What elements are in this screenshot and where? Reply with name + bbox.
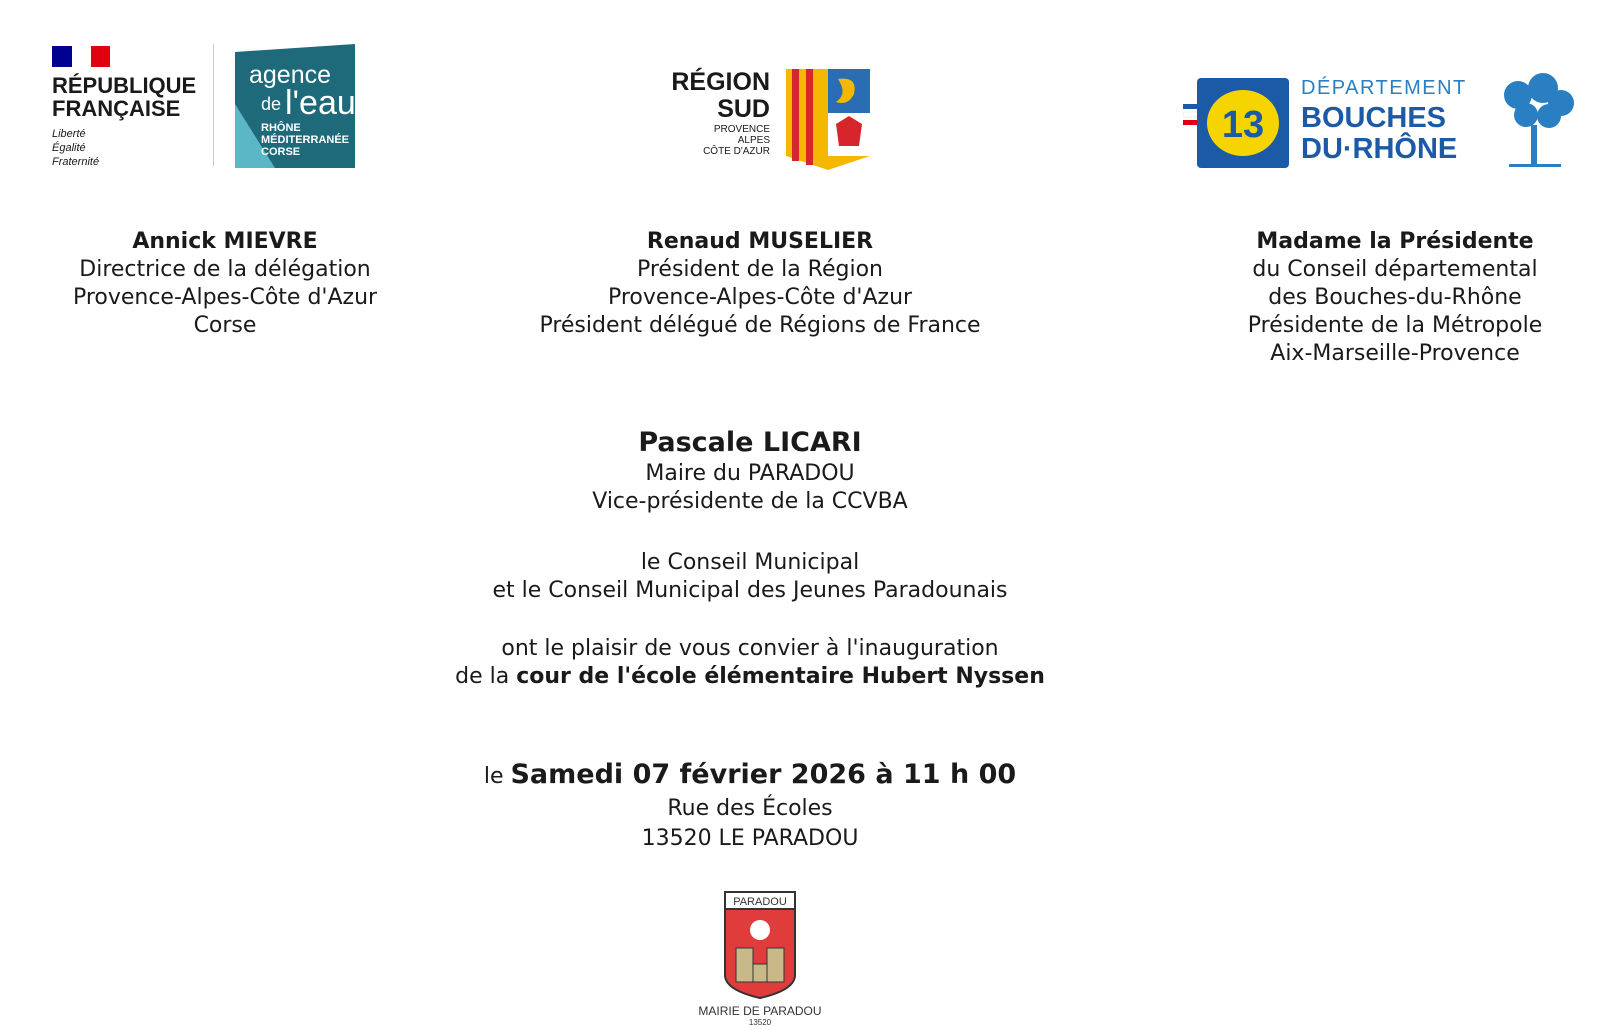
signatory-region <box>520 228 1000 340</box>
signatory-agence <box>30 228 420 340</box>
agence-sub-2: MÉDITERRANÉE <box>261 134 350 146</box>
republique-motto-1: Liberté <box>52 128 86 140</box>
event-block <box>430 758 1070 854</box>
region-sub-2: ALPES <box>737 135 770 146</box>
republique-motto-3: Fraternité <box>52 156 100 168</box>
agence-line3: l'eau <box>285 84 355 122</box>
council-line: le Conseil Municipal <box>640 550 860 575</box>
invitation-line2 <box>380 663 1120 691</box>
logo-divider <box>213 44 214 166</box>
signatory-title-line: Présidente de la Métropole <box>1247 313 1543 338</box>
host-title: Maire du PARADOU <box>645 461 855 486</box>
logo-mairie-paradou <box>680 890 840 1026</box>
host-name: Pascale LICARI <box>638 427 862 458</box>
signatory-name: Renaud MUSELIER <box>646 229 874 254</box>
signatory-title-line: Provence-Alpes-Côte d'Azur <box>607 285 913 310</box>
agence-sub-3: CORSE <box>261 146 301 158</box>
signatory-name: Madame la Présidente <box>1256 229 1534 254</box>
invitation-prefix: de la <box>455 664 510 689</box>
region-line1: RÉGION <box>671 68 770 96</box>
region-sub-3: CÔTE D'AZUR <box>703 146 770 157</box>
signatory-title-line: des Bouches-du-Rhône <box>1268 285 1522 310</box>
event-prefix: le <box>483 764 504 789</box>
logo-region-sud <box>660 64 870 172</box>
council-line: et le Conseil Municipal des Jeunes Paradounais <box>492 578 1008 603</box>
region-sub-1: PROVENCE <box>713 124 770 135</box>
republique-motto-2: Égalité <box>52 142 86 154</box>
signatory-departement <box>1205 228 1585 368</box>
agence-line1: agence <box>249 61 332 89</box>
logo-republique-francaise <box>50 44 200 169</box>
invitation-block <box>380 635 1120 691</box>
region-line2: SUD <box>717 95 770 123</box>
logo-departement-bouches-du-rhone <box>1183 70 1578 170</box>
event-address-line: 13520 LE PARADOU <box>641 826 859 851</box>
signatory-title-line: Aix-Marseille-Provence <box>1270 341 1520 366</box>
agence-line2: de <box>261 94 282 114</box>
councils-block <box>400 549 1100 605</box>
departement-line2: BOUCHES <box>1301 102 1447 134</box>
signatory-title-line: Président délégué de Régions de France <box>539 313 981 338</box>
host-title: Vice-présidente de la CCVBA <box>592 489 908 514</box>
logo-agence-de-l-eau <box>235 44 355 168</box>
paradou-coat-of-arms-icon <box>725 892 795 998</box>
event-address-line: Rue des Écoles <box>667 796 833 821</box>
departement-number: 13 <box>1221 104 1265 146</box>
republique-line2: FRANÇAISE <box>52 96 181 121</box>
event-datetime: Samedi 07 février 2026 à 11 h 00 <box>510 759 1017 790</box>
signatory-title-line: Provence-Alpes-Côte d'Azur <box>72 285 378 310</box>
event-datetime-line <box>430 758 1070 794</box>
departement-line3: DU·RHÔNE <box>1301 133 1458 165</box>
paradou-caption: MAIRIE DE PARADOU <box>698 1004 822 1018</box>
paradou-banner: PARADOU <box>733 896 787 908</box>
signatory-title-line: Corse <box>193 313 257 338</box>
signatory-title-line: du Conseil départemental <box>1252 257 1538 282</box>
departement-line1: DÉPARTEMENT <box>1301 77 1467 99</box>
departement-13-icon <box>1183 78 1289 168</box>
region-shield-icon <box>786 69 870 170</box>
paradou-code: 13520 <box>748 1018 772 1026</box>
agence-sub-1: RHÔNE <box>261 122 301 134</box>
signatory-title-line: Directrice de la délégation <box>79 257 371 282</box>
olive-tree-icon <box>1504 73 1574 167</box>
host-block <box>450 426 1050 516</box>
invitation-school: cour de l'école élémentaire Hubert Nyssen <box>516 664 1045 689</box>
signatory-name: Annick MIEVRE <box>132 229 318 254</box>
republique-line1: RÉPUBLIQUE <box>52 73 197 98</box>
invitation-line1: ont le plaisir de vous convier à l'inauguration <box>501 636 999 661</box>
signatory-title-line: Président de la Région <box>636 257 883 282</box>
